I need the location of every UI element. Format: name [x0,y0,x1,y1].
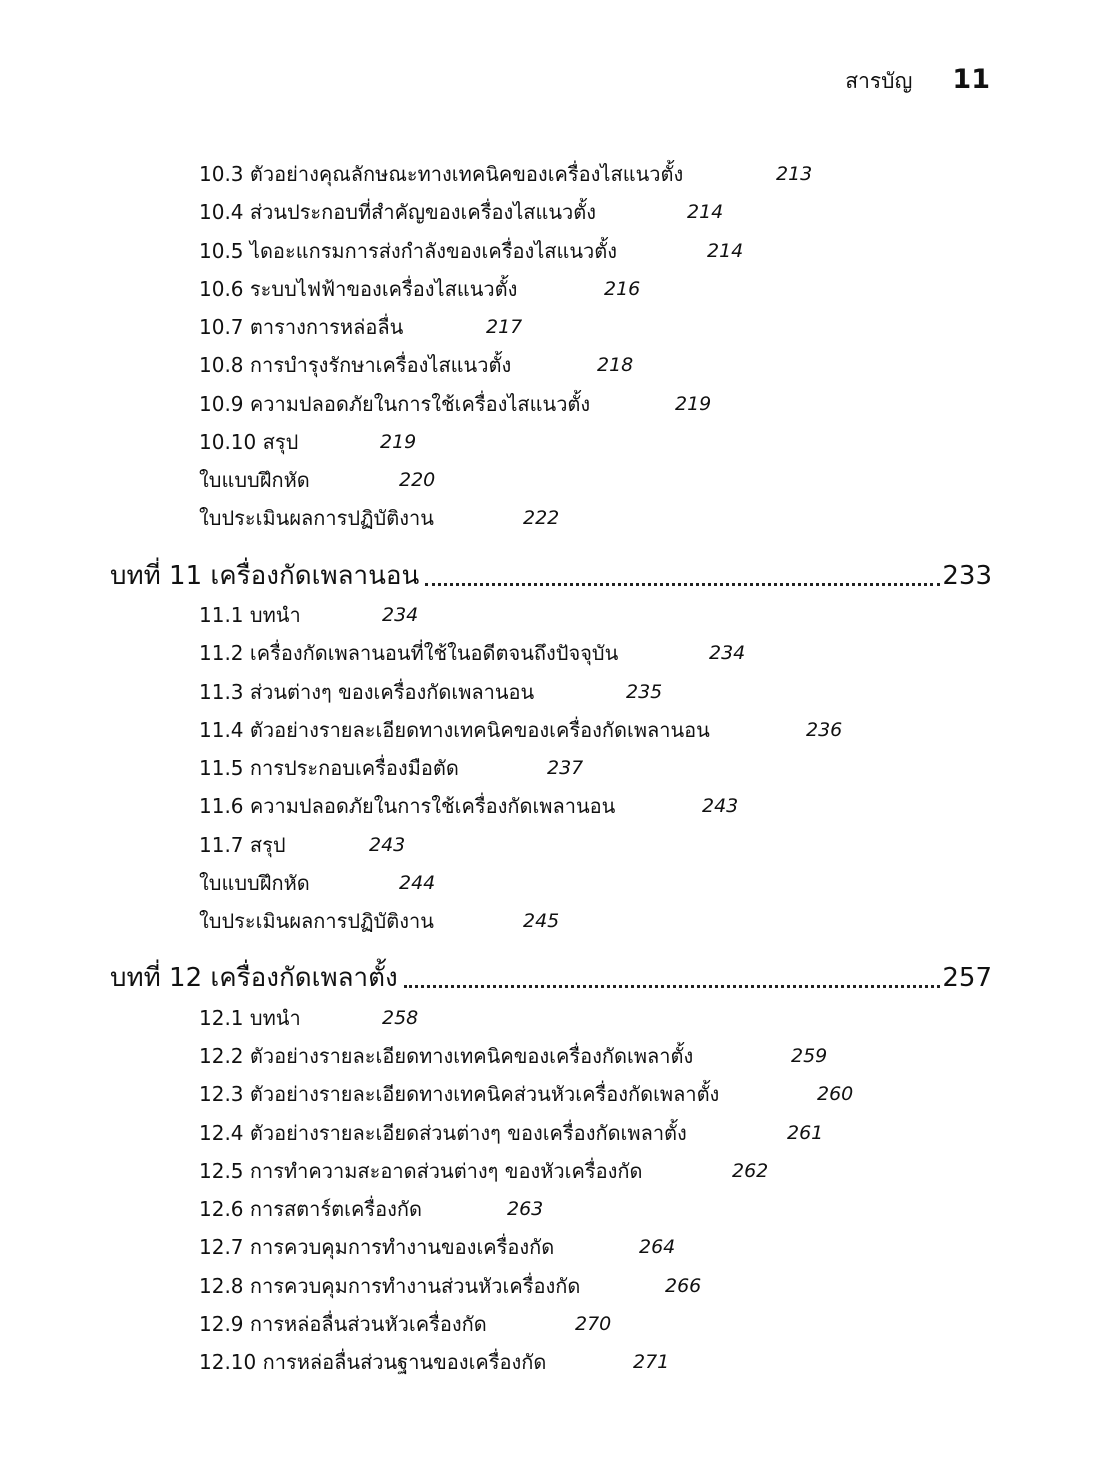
toc-entry-page: 217 [486,316,523,338]
chapter-page: 233 [942,561,992,591]
toc-entry-title: 12.10 การหล่อลื่นส่วนฐานของเครื่องกัด [199,1350,547,1374]
toc-entry-title: 10.3 ตัวอย่างคุณลักษณะทางเทคนิคของเครื่องไสแนวตั้ง [199,162,684,186]
toc-entry-page: 245 [523,910,560,932]
toc-entry-page: 262 [732,1160,769,1182]
toc-entry-title: 10.10 สรุป [199,430,299,454]
toc-entry-page: 261 [787,1122,824,1144]
toc-entry-title: 10.7 ตารางการหล่อลื่น [199,315,404,339]
toc-entry-page: 222 [523,507,560,529]
toc-entry-page: 214 [707,240,744,262]
toc-entry-title: ใบแบบฝึกหัด [199,871,310,895]
running-header [845,64,990,98]
toc-entry-title: ใบประเมินผลการปฏิบัติงาน [199,909,434,933]
toc-entry-title: 12.5 การทำความสะอาดส่วนต่างๆ ของหัวเครื่องกัด [199,1159,643,1183]
toc-entry-title: 12.8 การควบคุมการทำงานส่วนหัวเครื่องกัด [199,1274,581,1298]
dot-leader [404,985,941,988]
toc-entry-page: 263 [507,1198,544,1220]
toc-entry-page: 266 [665,1275,702,1297]
toc-entry-page: 218 [597,354,634,376]
header-section-title: สารบัญ [845,69,913,93]
chapter-page: 257 [942,963,992,993]
toc-entry-page: 234 [382,604,419,626]
toc-entry-title: 10.6 ระบบไฟฟ้าของเครื่องไสแนวตั้ง [199,277,518,301]
chapter-title: บทที่ 11 เครื่องกัดเพลานอน [110,561,420,591]
toc-entry-title: 12.6 การสตาร์ตเครื่องกัด [199,1197,422,1221]
toc-entry-title: ใบแบบฝึกหัด [199,468,310,492]
toc-entry-page: 220 [399,469,436,491]
toc-entry-title: 10.8 การบำรุงรักษาเครื่องไสแนวตั้ง [199,353,512,377]
toc-entry-page: 271 [633,1351,670,1373]
toc-entry-page: 244 [399,872,436,894]
toc-entry-title: 12.1 บทนำ [199,1006,301,1030]
toc-entry-title: 12.2 ตัวอย่างรายละเอียดทางเทคนิคของเครื่องกัดเพลาตั้ง [199,1044,694,1068]
toc-entry-page: 235 [626,681,663,703]
toc-entry-title: 10.4 ส่วนประกอบที่สำคัญของเครื่องไสแนวตั้ง [199,200,597,224]
toc-chapter-11[interactable] [110,556,992,596]
toc-entry-title: 10.5 ไดอะแกรมการส่งกำลังของเครื่องไสแนวตั้ง [199,239,618,263]
toc-entry-page: 264 [639,1236,676,1258]
toc-entry-page: 243 [702,795,739,817]
toc-entry-page: 237 [547,757,584,779]
toc-entry-title: 12.9 การหล่อลื่นส่วนหัวเครื่องกัด [199,1312,487,1336]
toc-entry-title: 11.3 ส่วนต่างๆ ของเครื่องกัดเพลานอน [199,680,535,704]
toc-entry-page: 236 [806,719,843,741]
toc-entry-page: 243 [369,834,406,856]
toc-chapter-12[interactable] [110,958,992,998]
toc-entry-title: 11.2 เครื่องกัดเพลานอนที่ใช้ในอดีตจนถึงปัจจุบัน [199,641,619,665]
toc-entry-page: 216 [604,278,641,300]
toc-entry-title: 12.3 ตัวอย่างรายละเอียดทางเทคนิคส่วนหัวเครื่องกัดเพลาตั้ง [199,1082,720,1106]
toc-entry-title: 11.5 การประกอบเครื่องมือตัด [199,756,459,780]
toc-entry-page: 214 [687,201,724,223]
toc-entry-title: ใบประเมินผลการปฏิบัติงาน [199,506,434,530]
toc-entry-title: 12.7 การควบคุมการทำงานของเครื่องกัด [199,1235,555,1259]
toc-entry-page: 259 [791,1045,828,1067]
dot-leader [425,583,940,586]
chapter-title: บทที่ 12 เครื่องกัดเพลาตั้ง [110,963,398,993]
toc-entry-title: 12.4 ตัวอย่างรายละเอียดส่วนต่างๆ ของเครื่องกัดเพลาตั้ง [199,1121,687,1145]
toc-entry-page: 260 [817,1083,854,1105]
toc-entry-title: 11.6 ความปลอดภัยในการใช้เครื่องกัดเพลานอน [199,794,616,818]
toc-entry-page: 219 [675,393,712,415]
toc-entry-title: 11.4 ตัวอย่างรายละเอียดทางเทคนิคของเครื่องกัดเพลานอน [199,718,710,742]
toc-entry-page: 270 [575,1313,612,1335]
header-page-number: 11 [952,64,990,95]
toc-entry-page: 234 [709,642,746,664]
toc-entry-page: 213 [776,163,813,185]
toc-entry-title: 11.1 บทนำ [199,603,301,627]
toc-entry-page: 258 [382,1007,419,1029]
toc-entry-page: 219 [380,431,417,453]
toc-entry-title: 11.7 สรุป [199,833,286,857]
toc-entry-title: 10.9 ความปลอดภัยในการใช้เครื่องไสแนวตั้ง [199,392,591,416]
